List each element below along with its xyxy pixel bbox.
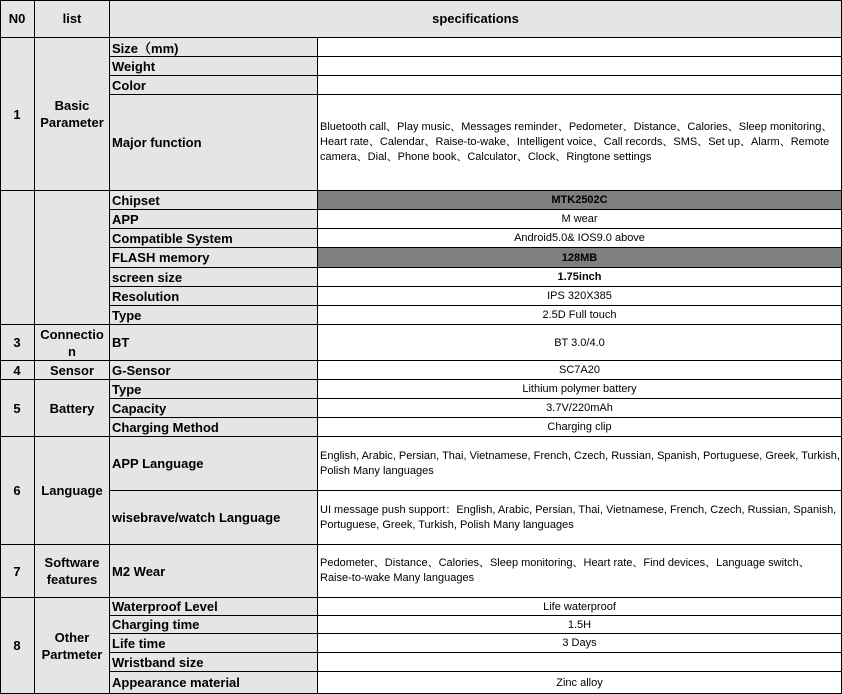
header-specifications: specifications	[110, 0, 842, 38]
group-category	[35, 191, 110, 325]
row-value: Bluetooth call、Play music、Messages reminder、Pedometer、Distance、Calories、Sleep monitoring、Heart rate、Calendar、Raise-to-wake、Intelligent voice、Call records、SMS、Set up、Alarm、Remote camera、Dial、Phone book、Calculator、Clock、Ringtone settings	[318, 95, 842, 191]
row-item: APP	[110, 210, 318, 229]
row-value: Charging clip	[318, 418, 842, 437]
row-value: BT 3.0/4.0	[318, 325, 842, 361]
row-value: Pedometer、Distance、Calories、Sleep monitoring、Heart rate、Find devices、Language switch、Raise-to-wake Many languages	[318, 545, 842, 598]
row-value: 1.75inch	[318, 268, 842, 287]
row-item: Type	[110, 306, 318, 325]
group-category: Basic Parameter	[35, 38, 110, 191]
row-value	[318, 76, 842, 95]
group-no	[0, 191, 35, 325]
row-item: Charging Method	[110, 418, 318, 437]
row-item: Charging time	[110, 616, 318, 634]
group-no: 5	[0, 380, 35, 437]
row-item: Resolution	[110, 287, 318, 306]
header-no: N0	[0, 0, 35, 38]
row-item: G-Sensor	[110, 361, 318, 380]
row-value: Life waterproof	[318, 598, 842, 616]
group-category: Connectio n	[35, 325, 110, 361]
row-item: Wristband size	[110, 653, 318, 672]
row-item: FLASH memory	[110, 248, 318, 268]
row-item: Life time	[110, 634, 318, 653]
row-value: 3.7V/220mAh	[318, 399, 842, 418]
row-item: Chipset	[110, 191, 318, 210]
row-value: UI message push support：English, Arabic, Persian, Thai, Vietnamese, French, Czech, Russian, Spanish, Portuguese, Greek, Turkish, Polish Many languages	[318, 491, 842, 545]
header-list: list	[35, 0, 110, 38]
row-value: 128MB	[318, 248, 842, 268]
row-value	[318, 57, 842, 76]
row-item: Waterproof Level	[110, 598, 318, 616]
row-value: 2.5D Full touch	[318, 306, 842, 325]
row-item: Capacity	[110, 399, 318, 418]
row-value: 1.5H	[318, 616, 842, 634]
row-value: SC7A20	[318, 361, 842, 380]
group-no: 8	[0, 598, 35, 694]
row-value: Zinc alloy	[318, 672, 842, 694]
row-item: BT	[110, 325, 318, 361]
group-category: Language	[35, 437, 110, 545]
row-value: M wear	[318, 210, 842, 229]
group-category: Other Partmeter	[35, 598, 110, 694]
row-item: Major function	[110, 95, 318, 191]
row-value: Android5.0& IOS9.0 above	[318, 229, 842, 248]
group-category: Battery	[35, 380, 110, 437]
group-no: 6	[0, 437, 35, 545]
row-item: Appearance material	[110, 672, 318, 694]
row-value	[318, 38, 842, 57]
group-category: Software features	[35, 545, 110, 598]
row-value: English, Arabic, Persian, Thai, Vietnamese, French, Czech, Russian, Spanish, Portuguese, Greek, Turkish, Polish Many languages	[318, 437, 842, 491]
row-item: Type	[110, 380, 318, 399]
group-no: 1	[0, 38, 35, 191]
row-value	[318, 653, 842, 672]
group-no: 7	[0, 545, 35, 598]
row-item: Weight	[110, 57, 318, 76]
row-value: 3 Days	[318, 634, 842, 653]
row-item: Compatible System	[110, 229, 318, 248]
row-item: M2 Wear	[110, 545, 318, 598]
row-item: Color	[110, 76, 318, 95]
row-item: Size（mm)	[110, 38, 318, 57]
row-item: screen size	[110, 268, 318, 287]
group-no: 3	[0, 325, 35, 361]
row-value: IPS 320X385	[318, 287, 842, 306]
group-no: 4	[0, 361, 35, 380]
row-value: Lithium polymer battery	[318, 380, 842, 399]
row-item: APP Language	[110, 437, 318, 491]
row-item: wisebrave/watch Language	[110, 491, 318, 545]
group-category: Sensor	[35, 361, 110, 380]
row-value: MTK2502C	[318, 191, 842, 210]
